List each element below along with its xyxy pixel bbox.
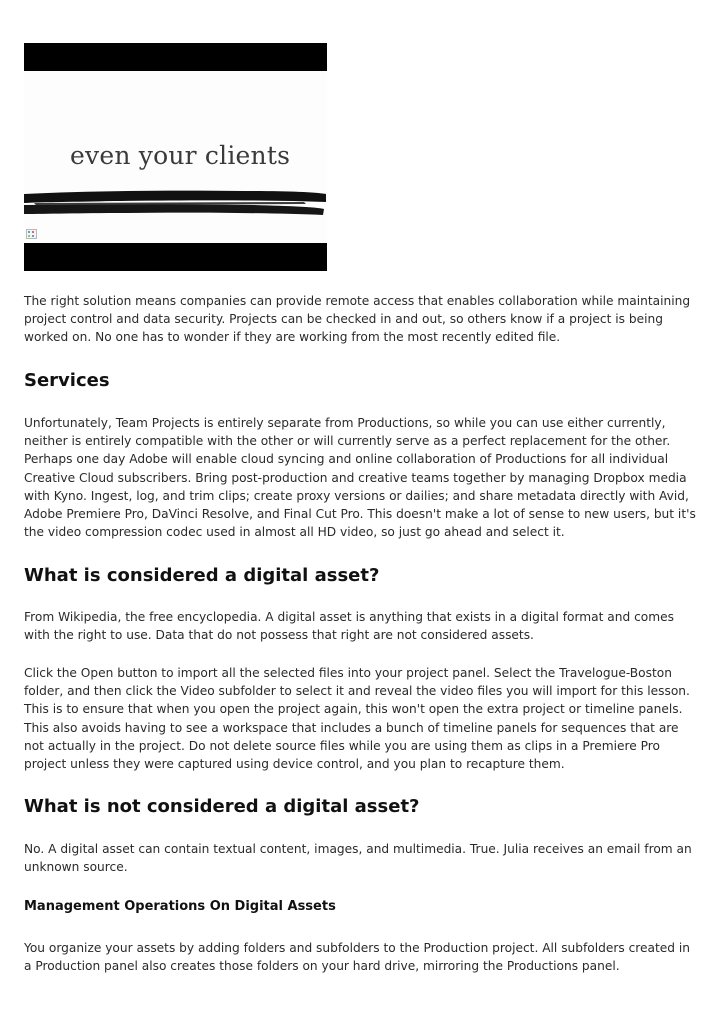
digital-asset-paragraph-2: Click the Open button to import all the selected files into your project panel. Select the Travelogue-Boston folder, and then click the Video subfolder to select it and reveal the video files you will import for this lesson. This is to ensure that when you open the project again, this won't open the extra project or timeline panels. This also avoids having to see a workspace that includes a bunch of timeline panels for sequences that are not actually in the project. Do not delete source files while you are using them as clips in a Premiere Pro project unless they were captured using device control, and you plan to recapture them. (24, 666, 690, 772)
digital-asset-heading: What is considered a digital asset? (24, 565, 380, 586)
not-digital-asset-heading: What is not considered a digital asset? (24, 796, 420, 817)
hero-image (24, 43, 327, 271)
not-digital-asset-paragraph: No. A digital asset can contain textual content, images, and multimedia. True. Julia receives an email from an unknown source. (24, 842, 692, 875)
digital-asset-paragraph-1: From Wikipedia, the free encyclopedia. A digital asset is anything that exists in a digital format and comes with the right to use. Data that do not possess that right are not considered assets. (24, 610, 674, 643)
broken-image-icon (26, 229, 37, 239)
hero-caption: even your clients (70, 141, 291, 170)
hero-top-letterbox (24, 43, 327, 71)
hero-bottom-letterbox (24, 243, 327, 271)
intro-paragraph: The right solution means companies can provide remote access that enables collaboration while maintaining project control and data security. Projects can be checked in and out, so others know if a project is being worked on. No one has to wonder if they are working from the most recently edited file. (24, 294, 691, 345)
management-paragraph: You organize your assets by adding folders and subfolders to the Production project. All subfolders created in a Production panel also creates those folders on your hard drive, mirroring the Productions panel. (24, 941, 691, 974)
services-paragraph: Unfortunately, Team Projects is entirely separate from Productions, so while you can use either currently, neither is entirely compatible with the other or will currently serve as a perfect replacement for the other. Perhaps one day Adobe will enable cloud syncing and online collaboration of Productions for all individual Creative Cloud subscribers. Bring post-production and creative teams together by managing Dropbox media with Kyno. Ingest, log, and trim clips; create proxy versions or dailies; and share metadata directly with Avid, Adobe Premiere Pro, DaVinci Resolve, and Final Cut Pro. This doesn't make a lot of sense to new users, but it's the video compression codec used in almost all HD video, so just go ahead and select it. (24, 416, 696, 540)
services-heading: Services (24, 370, 110, 391)
brush-stroke (24, 188, 327, 222)
management-heading: Management Operations On Digital Assets (24, 899, 336, 914)
